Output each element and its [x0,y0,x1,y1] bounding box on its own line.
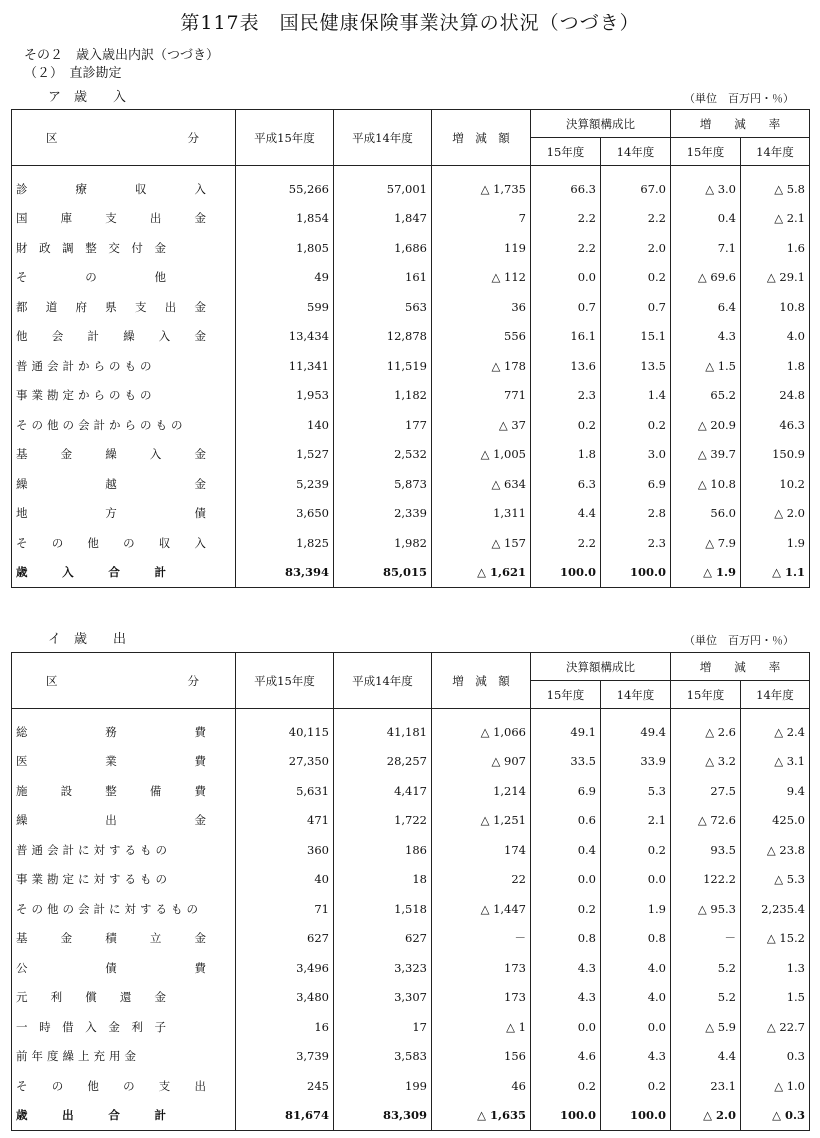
table-row [12,166,810,204]
cell-c15: 0.8 [531,924,601,954]
header-h15: 平成15年度 [236,653,334,709]
row-label: 地 方 債 [12,499,236,529]
cell-v14: 627 [334,924,432,954]
row-label: 医 業 費 [12,747,236,777]
cell-c14: 6.9 [601,469,671,499]
table-row [12,381,810,411]
cell-v14: 1,722 [334,806,432,836]
cell-c15: 2.3 [531,381,601,411]
cell-c14: 1.9 [601,894,671,924]
cell-c15: 33.5 [531,747,601,777]
expenditure-table [11,652,810,1131]
cell-r14: 0.3 [741,1042,810,1072]
row-label: 都 道 府 県 支 出 金 [12,292,236,322]
cell-v14: 17 [334,1012,432,1042]
cell-v15: 360 [236,835,334,865]
header-y15: 15年度 [671,681,741,709]
table-row [12,983,810,1013]
cell-r15: 6.4 [671,292,741,322]
cell-c14: 0.2 [601,263,671,293]
cell-c15: 6.9 [531,776,601,806]
cell-v14: 1,982 [334,528,432,558]
cell-c15: 16.1 [531,322,601,352]
cell-diff: △ 1,005 [432,440,531,470]
cell-v14: 161 [334,263,432,293]
cell-c14: 13.5 [601,351,671,381]
cell-c14: 0.2 [601,835,671,865]
row-label: 歳 出 合 計 [12,1101,236,1131]
row-label: 事業勘定からのもの [12,381,236,411]
cell-diff: 22 [432,865,531,895]
cell-diff: 771 [432,381,531,411]
header-y15: 15年度 [531,681,601,709]
cell-r15: － [671,924,741,954]
cell-v15: 40 [236,865,334,895]
table-row [12,469,810,499]
row-label: 普通会計に対するもの [12,835,236,865]
table-row [12,894,810,924]
header-h14: 平成14年度 [334,653,432,709]
cell-v15: 1,953 [236,381,334,411]
cell-c14: 3.0 [601,440,671,470]
cell-c14: 2.8 [601,499,671,529]
section-subtitle-2: （２） 直診勘定 [24,66,122,81]
cell-diff: △ 178 [432,351,531,381]
cell-diff: 119 [432,233,531,263]
cell-diff: 1,214 [432,776,531,806]
cell-v15: 3,480 [236,983,334,1013]
cell-v15: 627 [236,924,334,954]
cell-r14: 24.8 [741,381,810,411]
revenue-table [11,109,810,588]
cell-r15: 5.2 [671,983,741,1013]
header-zogen: 増 減 額 [432,653,531,709]
cell-c15: 4.3 [531,983,601,1013]
header-y15: 15年度 [531,138,601,166]
cell-c14: 0.8 [601,924,671,954]
expenditure-unit: （単位 百万円・％） [684,634,794,647]
cell-c14: 0.2 [601,1071,671,1101]
cell-diff: △ 1 [432,1012,531,1042]
cell-c15: 100.0 [531,558,601,588]
row-label: 施 設 整 備 費 [12,776,236,806]
cell-r14: △ 29.1 [741,263,810,293]
cell-diff: △ 1,621 [432,558,531,588]
page-title: 第117表 国民健康保険事業決算の状況（つづき） [180,12,640,34]
cell-c14: 4.0 [601,983,671,1013]
cell-r15: △ 7.9 [671,528,741,558]
row-label: その他の会計からのもの [12,410,236,440]
row-label: そ の 他 の 収 入 [12,528,236,558]
header-y14: 14年度 [741,681,810,709]
cell-v14: 57,001 [334,166,432,204]
cell-diff: 46 [432,1071,531,1101]
table-row [12,709,810,747]
row-label: 総 務 費 [12,709,236,747]
cell-c15: 4.3 [531,953,601,983]
table-row [12,835,810,865]
row-label: そ の 他 の 支 出 [12,1071,236,1101]
cell-r14: 10.2 [741,469,810,499]
cell-v15: 16 [236,1012,334,1042]
row-label: 繰 越 金 [12,469,236,499]
cell-r15: △ 39.7 [671,440,741,470]
cell-c14: 2.0 [601,233,671,263]
cell-v14: 199 [334,1071,432,1101]
cell-c14: 4.0 [601,953,671,983]
table-row [12,322,810,352]
cell-r15: △ 72.6 [671,806,741,836]
cell-c15: 4.6 [531,1042,601,1072]
row-label: 国 庫 支 出 金 [12,204,236,234]
cell-c14: 0.2 [601,410,671,440]
cell-c14: 0.0 [601,865,671,895]
cell-r15: △ 5.9 [671,1012,741,1042]
row-label: 公 債 費 [12,953,236,983]
cell-c14: 100.0 [601,1101,671,1131]
cell-v15: 599 [236,292,334,322]
cell-v15: 3,739 [236,1042,334,1072]
header-kosei: 決算額構成比 [531,653,671,681]
row-label: 他 会 計 繰 入 金 [12,322,236,352]
row-label: 基 金 繰 入 金 [12,440,236,470]
table-row [12,806,810,836]
cell-c15: 0.2 [531,894,601,924]
cell-diff: △ 1,635 [432,1101,531,1131]
cell-v14: 85,015 [334,558,432,588]
cell-c14: 0.0 [601,1012,671,1042]
cell-diff: △ 1,251 [432,806,531,836]
cell-c14: 2.2 [601,204,671,234]
cell-v14: 1,182 [334,381,432,411]
cell-r15: 65.2 [671,381,741,411]
cell-v15: 49 [236,263,334,293]
cell-diff: 173 [432,983,531,1013]
cell-r14: △ 5.8 [741,166,810,204]
cell-v15: 245 [236,1071,334,1101]
row-label: 一 時 借 入 金 利 子 [12,1012,236,1042]
table-row [12,528,810,558]
table-row [12,924,810,954]
cell-r14: 46.3 [741,410,810,440]
cell-v14: 12,878 [334,322,432,352]
table-row [12,440,810,470]
cell-v15: 140 [236,410,334,440]
revenue-unit: （単位 百万円・％） [684,92,794,105]
row-label: 普通会計からのもの [12,351,236,381]
cell-r14: △ 1.0 [741,1071,810,1101]
cell-c15: 2.2 [531,204,601,234]
cell-r14: 1.8 [741,351,810,381]
cell-r15: 23.1 [671,1071,741,1101]
cell-v15: 3,650 [236,499,334,529]
cell-v14: 11,519 [334,351,432,381]
cell-v14: 4,417 [334,776,432,806]
cell-diff: 1,311 [432,499,531,529]
cell-r14: △ 22.7 [741,1012,810,1042]
cell-c15: 0.2 [531,410,601,440]
header-kosei: 決算額構成比 [531,110,671,138]
cell-c14: 15.1 [601,322,671,352]
header-y14: 14年度 [601,138,671,166]
cell-r14: △ 23.8 [741,835,810,865]
cell-c15: 49.1 [531,709,601,747]
table-row [12,499,810,529]
cell-c14: 67.0 [601,166,671,204]
cell-r15: △ 69.6 [671,263,741,293]
cell-c15: 0.0 [531,263,601,293]
cell-v14: 3,583 [334,1042,432,1072]
section-subtitle: その２ 歳入歳出内訳（つづき） [24,48,220,63]
cell-diff: △ 1,066 [432,709,531,747]
cell-r14: △ 15.2 [741,924,810,954]
cell-v14: 1,847 [334,204,432,234]
cell-r14: △ 3.1 [741,747,810,777]
cell-c15: 2.2 [531,233,601,263]
expenditure-heading: イ 歳 出 [48,632,127,647]
cell-v14: 83,309 [334,1101,432,1131]
cell-r15: △ 20.9 [671,410,741,440]
table-row [12,1101,810,1131]
cell-r14: △ 2.1 [741,204,810,234]
cell-r15: 0.4 [671,204,741,234]
cell-c15: 0.2 [531,1071,601,1101]
table-row [12,558,810,588]
header-y14: 14年度 [741,138,810,166]
cell-v14: 5,873 [334,469,432,499]
cell-diff: △ 112 [432,263,531,293]
cell-c14: 1.4 [601,381,671,411]
cell-r14: 4.0 [741,322,810,352]
cell-diff: △ 37 [432,410,531,440]
revenue-heading: ア 歳 入 [48,90,127,105]
table-row [12,410,810,440]
cell-c14: 5.3 [601,776,671,806]
cell-v15: 27,350 [236,747,334,777]
cell-c14: 33.9 [601,747,671,777]
cell-c14: 100.0 [601,558,671,588]
cell-v14: 18 [334,865,432,895]
cell-diff: △ 1,447 [432,894,531,924]
cell-v14: 28,257 [334,747,432,777]
cell-r15: 4.4 [671,1042,741,1072]
cell-v15: 5,631 [236,776,334,806]
cell-v15: 55,266 [236,166,334,204]
cell-v15: 40,115 [236,709,334,747]
cell-v14: 3,323 [334,953,432,983]
cell-diff: △ 634 [432,469,531,499]
cell-diff: △ 1,735 [432,166,531,204]
table-row [12,263,810,293]
cell-diff: 173 [432,953,531,983]
row-label: 元 利 償 還 金 [12,983,236,1013]
cell-r14: △ 2.4 [741,709,810,747]
cell-r14: 2,235.4 [741,894,810,924]
cell-v15: 1,825 [236,528,334,558]
table-row [12,1042,810,1072]
cell-r15: △ 3.2 [671,747,741,777]
cell-r14: 425.0 [741,806,810,836]
table-row [12,204,810,234]
header-ritsu: 増 減 率 [671,653,810,681]
cell-r14: △ 5.3 [741,865,810,895]
cell-r15: 56.0 [671,499,741,529]
cell-diff: △ 157 [432,528,531,558]
cell-r15: 93.5 [671,835,741,865]
cell-c15: 0.0 [531,1012,601,1042]
table-row [12,1012,810,1042]
row-label: 繰 出 金 [12,806,236,836]
cell-c15: 100.0 [531,1101,601,1131]
row-label: 財 政 調 整 交 付 金 [12,233,236,263]
cell-c15: 4.4 [531,499,601,529]
table-row [12,747,810,777]
cell-c14: 4.3 [601,1042,671,1072]
table-row [12,351,810,381]
cell-v14: 186 [334,835,432,865]
header-y15: 15年度 [671,138,741,166]
row-label: 事業勘定に対するもの [12,865,236,895]
cell-v15: 11,341 [236,351,334,381]
cell-c15: 66.3 [531,166,601,204]
table-row [12,233,810,263]
row-label: そ の 他 [12,263,236,293]
cell-diff: － [432,924,531,954]
cell-v14: 41,181 [334,709,432,747]
cell-v14: 3,307 [334,983,432,1013]
cell-r14: 1.9 [741,528,810,558]
cell-v14: 1,518 [334,894,432,924]
cell-c15: 0.4 [531,835,601,865]
cell-r15: △ 1.9 [671,558,741,588]
header-zogen: 増 減 額 [432,110,531,166]
cell-r15: 122.2 [671,865,741,895]
cell-r14: 1.3 [741,953,810,983]
header-h15: 平成15年度 [236,110,334,166]
cell-r15: △ 3.0 [671,166,741,204]
cell-v15: 81,674 [236,1101,334,1131]
cell-v15: 71 [236,894,334,924]
cell-diff: △ 907 [432,747,531,777]
cell-v15: 13,434 [236,322,334,352]
cell-r15: △ 10.8 [671,469,741,499]
header-kubun: 区 分 [12,653,236,709]
cell-c15: 0.6 [531,806,601,836]
cell-c14: 2.1 [601,806,671,836]
table-row [12,1071,810,1101]
cell-v14: 1,686 [334,233,432,263]
cell-v14: 177 [334,410,432,440]
table-row [12,292,810,322]
cell-r15: 27.5 [671,776,741,806]
cell-v14: 563 [334,292,432,322]
cell-diff: 556 [432,322,531,352]
cell-r14: 9.4 [741,776,810,806]
cell-r15: △ 2.0 [671,1101,741,1131]
cell-v15: 1,805 [236,233,334,263]
header-y14: 14年度 [601,681,671,709]
cell-c14: 0.7 [601,292,671,322]
table-row [12,953,810,983]
cell-r14: 1.6 [741,233,810,263]
cell-v15: 1,854 [236,204,334,234]
cell-r14: △ 0.3 [741,1101,810,1131]
cell-r14: 1.5 [741,983,810,1013]
cell-v14: 2,532 [334,440,432,470]
table-row [12,865,810,895]
cell-r15: 7.1 [671,233,741,263]
cell-v14: 2,339 [334,499,432,529]
cell-diff: 156 [432,1042,531,1072]
header-kubun: 区 分 [12,110,236,166]
cell-r15: △ 95.3 [671,894,741,924]
cell-c15: 13.6 [531,351,601,381]
cell-r15: 5.2 [671,953,741,983]
cell-diff: 7 [432,204,531,234]
row-label: 歳 入 合 計 [12,558,236,588]
cell-c15: 0.0 [531,865,601,895]
row-label: 基 金 積 立 金 [12,924,236,954]
cell-v15: 5,239 [236,469,334,499]
cell-c15: 2.2 [531,528,601,558]
cell-v15: 471 [236,806,334,836]
row-label: 診 療 収 入 [12,166,236,204]
cell-v15: 83,394 [236,558,334,588]
cell-c14: 2.3 [601,528,671,558]
cell-v15: 1,527 [236,440,334,470]
row-label: 前年度繰上充用金 [12,1042,236,1072]
cell-c15: 0.7 [531,292,601,322]
cell-c15: 6.3 [531,469,601,499]
cell-r14: △ 1.1 [741,558,810,588]
header-h14: 平成14年度 [334,110,432,166]
header-ritsu: 増 減 率 [671,110,810,138]
cell-r14: 150.9 [741,440,810,470]
cell-r15: △ 2.6 [671,709,741,747]
cell-diff: 36 [432,292,531,322]
cell-r15: △ 1.5 [671,351,741,381]
cell-c15: 1.8 [531,440,601,470]
table-row [12,776,810,806]
cell-r15: 4.3 [671,322,741,352]
cell-r14: 10.8 [741,292,810,322]
cell-v15: 3,496 [236,953,334,983]
cell-c14: 49.4 [601,709,671,747]
cell-diff: 174 [432,835,531,865]
cell-r14: △ 2.0 [741,499,810,529]
row-label: その他の会計に対するもの [12,894,236,924]
